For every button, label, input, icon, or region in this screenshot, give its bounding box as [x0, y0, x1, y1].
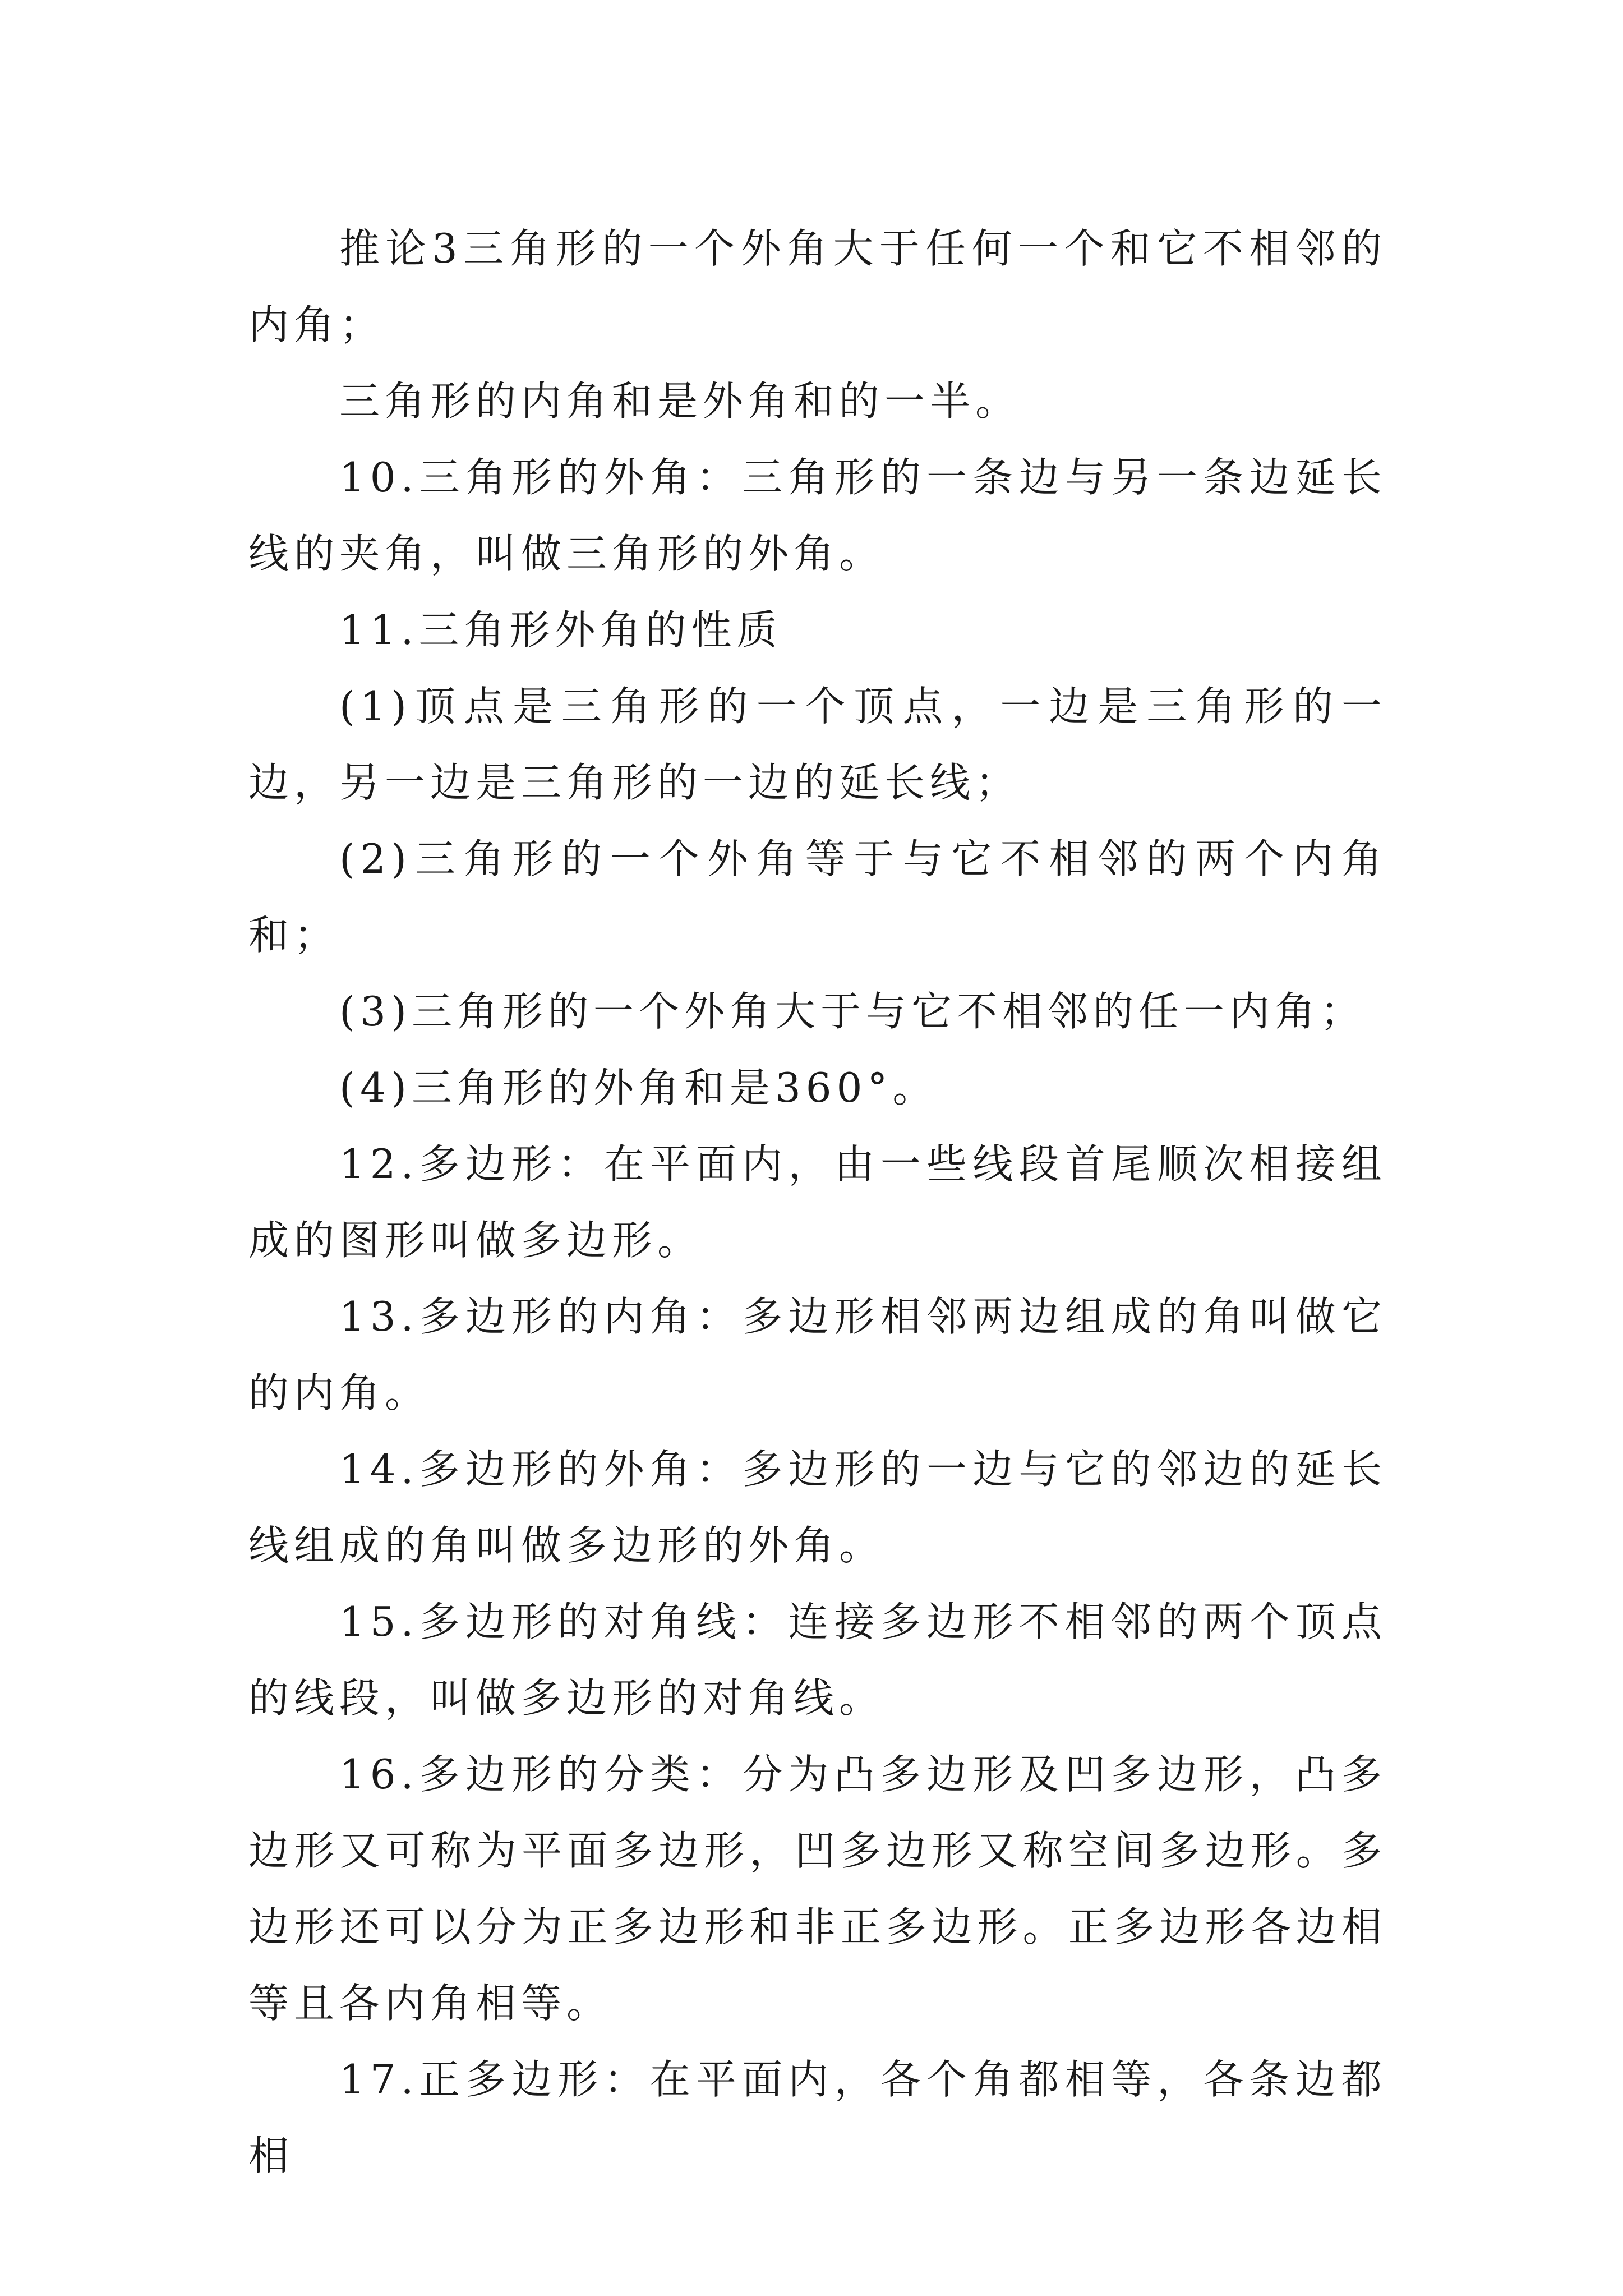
- paragraph-10-exterior-angle: 10.三角形的外角：三角形的一条边与另一条边延长线的夹角，叫做三角形的外角。: [248, 454, 1387, 577]
- document-body: [248, 210, 1387, 2194]
- paragraph-12-polygon: 12.多边形：在平面内，由一些线段首尾顺次相接组成的图形叫做多边形。: [248, 1140, 1387, 1264]
- paragraph-16-classification: 16.多边形的分类：分为凸多边形及凹多边形，凸多边形又可称为平面多边形，凹多边形又称空间多边形。多边形还可以分为正多边形和非正多边形。正多边形各边相等且各内角相等。: [248, 1751, 1387, 2027]
- paragraph-angle-sum-half: 三角形的内角和是外角和的一半。: [339, 378, 1021, 425]
- paragraph-13-interior-angle: 13.多边形的内角：多边形相邻两边组成的角叫做它的内角。: [248, 1293, 1387, 1416]
- paragraph-11-exterior-angle-properties: 11.三角形外角的性质: [339, 606, 782, 654]
- paragraph-property-1: (1)顶点是三角形的一个顶点，一边是三角形的一边，另一边是三角形的一边的延长线；: [248, 683, 1387, 806]
- paragraph-property-4: (4)三角形的外角和是360°。: [339, 1064, 938, 1111]
- paragraph-17-regular-polygon: 17.正多边形：在平面内，各个角都相等，各条边都相: [248, 2056, 1387, 2179]
- paragraph-property-2: (2)三角形的一个外角等于与它不相邻的两个内角和；: [248, 835, 1387, 959]
- paragraph-15-diagonal: 15.多边形的对角线：连接多边形不相邻的两个顶点的线段，叫做多边形的对角线。: [248, 1598, 1387, 1722]
- paragraph-property-3: (3)三角形的一个外角大于与它不相邻的任一内角；: [339, 988, 1366, 1035]
- paragraph-14-polygon-exterior-angle: 14.多边形的外角：多边形的一边与它的邻边的延长线组成的角叫做多边形的外角。: [248, 1446, 1387, 1569]
- paragraph-corollary-3: 推论3三角形的一个外角大于任何一个和它不相邻的内角；: [248, 225, 1387, 348]
